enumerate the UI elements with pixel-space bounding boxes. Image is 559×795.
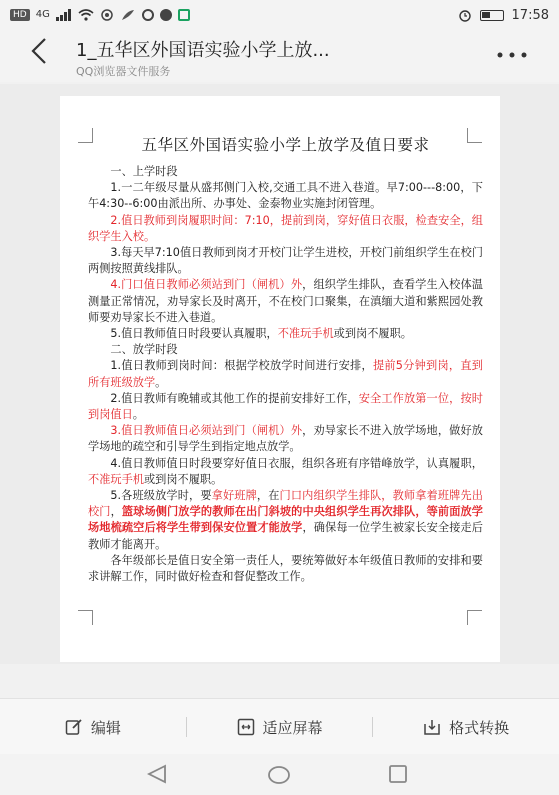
status-right: [458, 8, 549, 23]
paragraph-text: 5.值日教师值日时段要认真履职，: [110, 327, 278, 341]
bold-highlight-text: 篮球场侧门放学的教师在出门斜坡的中央组织学生再次排队，等前面放学场地梳疏空后将学生带到保安位置才能放学: [88, 505, 483, 535]
paragraph-text: ，: [110, 505, 122, 519]
hd-badge: HD: [10, 9, 30, 21]
signal-icon: [56, 9, 72, 21]
notify-ring-icon: [142, 9, 154, 21]
back-button[interactable]: [30, 36, 48, 77]
chevron-left-icon: [30, 36, 48, 66]
document-heading: 五华区外国语实验小学上放学及值日要求: [141, 136, 430, 154]
paragraph-text: 1.值日教师到岗时间：根据学校放学时间进行安排，: [110, 359, 373, 373]
system-nav-bar: [0, 754, 559, 795]
circle-home-icon: [267, 764, 291, 786]
highlight-text: 不准玩手机: [277, 327, 334, 341]
paragraph: [88, 358, 483, 390]
notify-square-icon: [178, 9, 190, 21]
edit-button[interactable]: [0, 717, 186, 738]
paragraph-text: ，在: [256, 489, 280, 503]
page-corner-mark: [78, 610, 93, 625]
paragraph: [88, 277, 483, 326]
paragraph-text: 5.各班级放学时，要: [110, 489, 212, 503]
document-viewer[interactable]: [0, 84, 559, 664]
page-content: [88, 134, 483, 585]
notify-dot-icon: [160, 9, 172, 21]
paragraph: [88, 391, 483, 423]
wifi-icon: [78, 9, 94, 21]
nav-recents-button[interactable]: [388, 764, 408, 788]
paragraph-text: ，确保每一位学生被家长安全接走后教师才能离开。: [88, 521, 483, 551]
edit-label: 编辑: [90, 718, 121, 737]
edit-icon: [65, 718, 83, 736]
paragraph: 各年级部长是值日安全第一责任人，要统筹做好本年级值日教师的安排和要求讲解工作，同时做好检查和督促整改工作。: [88, 553, 483, 584]
bottom-action-bar: [0, 698, 559, 755]
page-corner-mark: [467, 610, 482, 625]
format-convert-button[interactable]: [373, 717, 559, 738]
paragraph-text: 4.值日教师值日时段要穿好值日衣服，组织各班有序错峰放学，认真履职，: [110, 456, 483, 470]
status-left: [10, 9, 190, 21]
nav-home-button[interactable]: [267, 764, 291, 790]
document-title: 1_五华区外国语实验小学上放...: [76, 40, 330, 61]
format-convert-icon: [423, 718, 441, 736]
highlight-text: 3.值日教师值日必须站到门（闸机）外: [110, 424, 303, 438]
triangle-back-icon: [146, 764, 168, 784]
highlight-text: 安全工作放第一位，按时到岗值日: [88, 391, 483, 422]
fit-screen-button[interactable]: [187, 717, 373, 738]
highlight-text: 不准玩手机: [88, 472, 144, 486]
paragraph: [88, 488, 483, 553]
paragraph-text: 或到岗不履职。: [143, 472, 223, 486]
paragraph-text: ，劝导家长不进入放学场地，做好放学场地的疏空和引导学生到指定地点放学。: [88, 424, 483, 454]
paragraph-text: 。: [155, 375, 167, 389]
feather-icon: [120, 9, 136, 21]
section-heading: 一、上学时段: [110, 165, 178, 178]
battery-icon: [480, 10, 504, 21]
paragraph: [88, 423, 483, 455]
paragraph: [88, 326, 483, 342]
document-page: [60, 96, 500, 662]
square-recents-icon: [388, 764, 408, 784]
highlight-text: 门口内组织学生排队，教师拿着班牌先出校门: [88, 489, 483, 519]
document-source: QQ浏览器文件服务: [76, 65, 171, 78]
paragraph-text: ，组织学生排队，查看学生入校体温测量正常情况，劝导家长及时离开，不在校门口聚集，在滇缅大道和紫熙园处教师要劝导家长不进入巷道。: [88, 278, 483, 324]
alarm-icon: [458, 8, 472, 22]
format-convert-label: 格式转换: [449, 718, 510, 737]
app-notify-icon: [100, 9, 114, 21]
paragraph-text: 或到岗不履职。: [333, 327, 412, 341]
clock: 17:58: [511, 7, 549, 23]
more-button[interactable]: [496, 40, 528, 65]
paragraph: 2.值日教师到岗履职时间：7:10，提前到岗，穿好值日衣服，检查安全，组织学生入校。: [88, 213, 483, 243]
paragraph: [88, 456, 483, 488]
highlight-text: 拿好班牌: [211, 489, 257, 503]
highlight-text: 提前5分钟到岗，直到所有班级放学: [88, 359, 483, 389]
title-bar: [0, 30, 559, 82]
more-dots-icon: [496, 51, 528, 59]
fit-screen-label: 适应屏幕: [262, 718, 323, 737]
nav-back-button[interactable]: [146, 764, 168, 788]
section-heading: 二、放学时段: [110, 343, 178, 357]
highlight-text: 4.门口值日教师必须站到门（闸机）外: [110, 278, 303, 292]
status-bar: [0, 0, 559, 30]
paragraph-text: 。: [132, 408, 144, 422]
paragraph-text: 2.值日教师有晚辅或其他工作的提前安排好工作，: [110, 391, 359, 405]
network-label: 4G: [35, 9, 50, 20]
paragraph: 1.一二年级尽量从盛邦侧门入校,交通工具不进入巷道。早7:00---8:00，下午4:30--6:00由派出所、办事处、金泰物业实施封闭管理。: [88, 181, 483, 211]
fit-screen-icon: [237, 718, 255, 736]
paragraph: 3.每天早7:10值日教师到岗才开校门让学生进校，开校门前组织学生在校门两侧按照黄线排队。: [88, 246, 483, 276]
